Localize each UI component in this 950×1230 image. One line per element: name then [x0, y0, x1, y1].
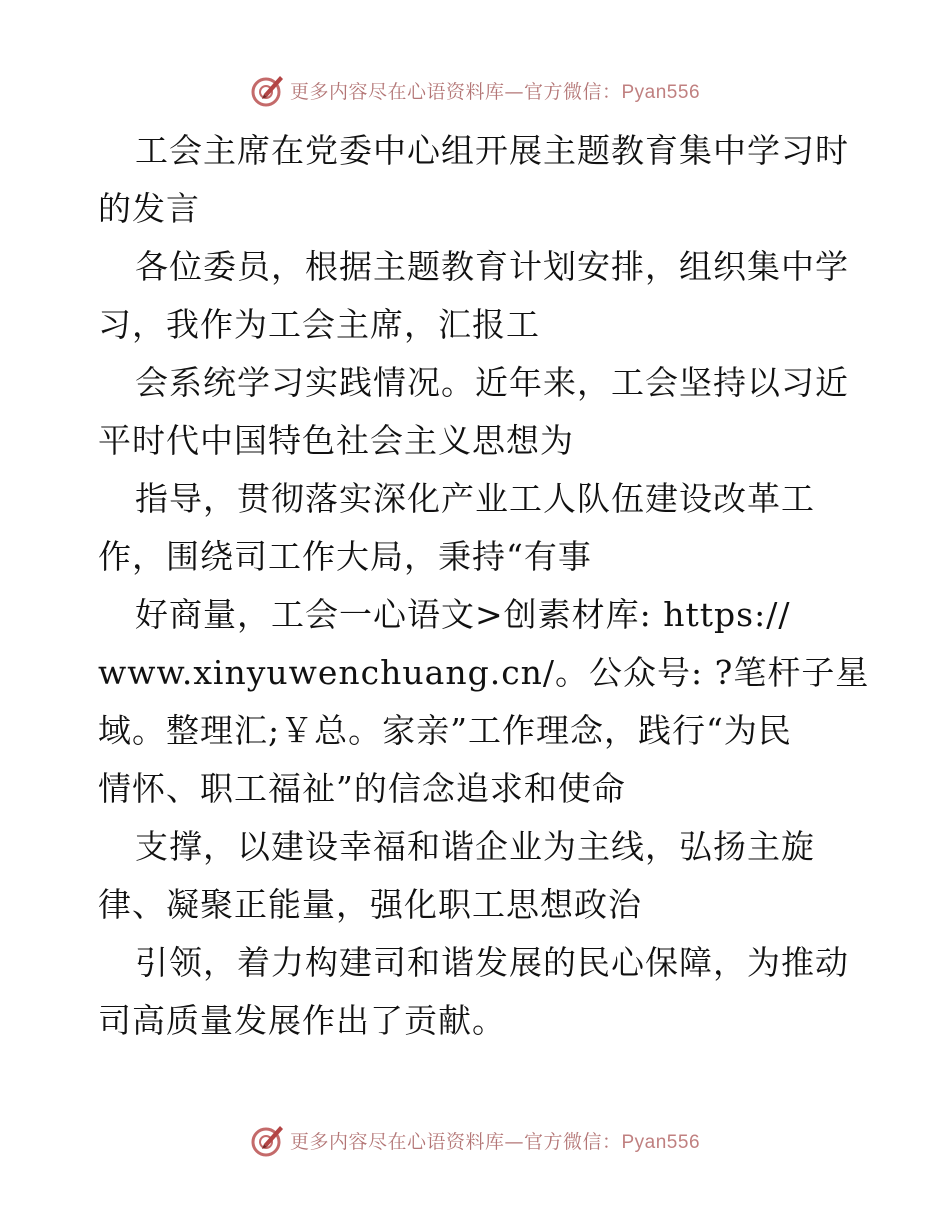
text-line: 情怀、职工福祉”的信念追求和使命 — [98, 769, 626, 808]
text-line: 各位委员，根据主题教育计划安排，组织集中学 — [135, 247, 849, 286]
header-banner — [0, 70, 950, 110]
text-line: 域。整理汇;￥总。家亲”工作理念，践行“为民 — [98, 711, 792, 750]
text-line: 律、凝聚正能量，强化职工思想政治 — [98, 885, 642, 924]
pen-logo-icon — [250, 1122, 286, 1158]
text-line: 引领，着力构建司和谐发展的民心保障，为推动 — [135, 943, 849, 982]
text-line: 平时代中国特色社会主义思想为 — [98, 421, 574, 460]
pen-logo-icon — [250, 72, 286, 108]
text-line: 指导，贯彻落实深化产业工人队伍建设改革工 — [135, 479, 815, 518]
text-line: 会系统学习实践情况。近年来，工会坚持以习近 — [135, 363, 849, 402]
text-line: www.xinyuwenchuang.cn/。公众号: ?笔杆子星 — [98, 653, 870, 692]
text-line: 作，围绕司工作大局，秉持“有事 — [98, 537, 592, 576]
footer-banner — [0, 1120, 950, 1160]
banner-text: 更多内容尽在心语资料库—官方微信：Pyan556 — [289, 1130, 701, 1153]
text-line: 司高质量发展作出了贡献。 — [98, 1001, 506, 1040]
document-body — [98, 122, 870, 1050]
banner-text: 更多内容尽在心语资料库—官方微信：Pyan556 — [289, 80, 701, 103]
text-line: 好商量，工会一心语文>创素材库: https:// — [135, 595, 791, 634]
text-line: 习，我作为工会主席，汇报工 — [98, 305, 540, 344]
text-line: 支撑，以建设幸福和谐企业为主线，弘扬主旋 — [135, 827, 815, 866]
text-line: 工会主席在党委中心组开展主题教育集中学习时 — [135, 131, 849, 170]
text-line: 的发言 — [98, 189, 200, 228]
